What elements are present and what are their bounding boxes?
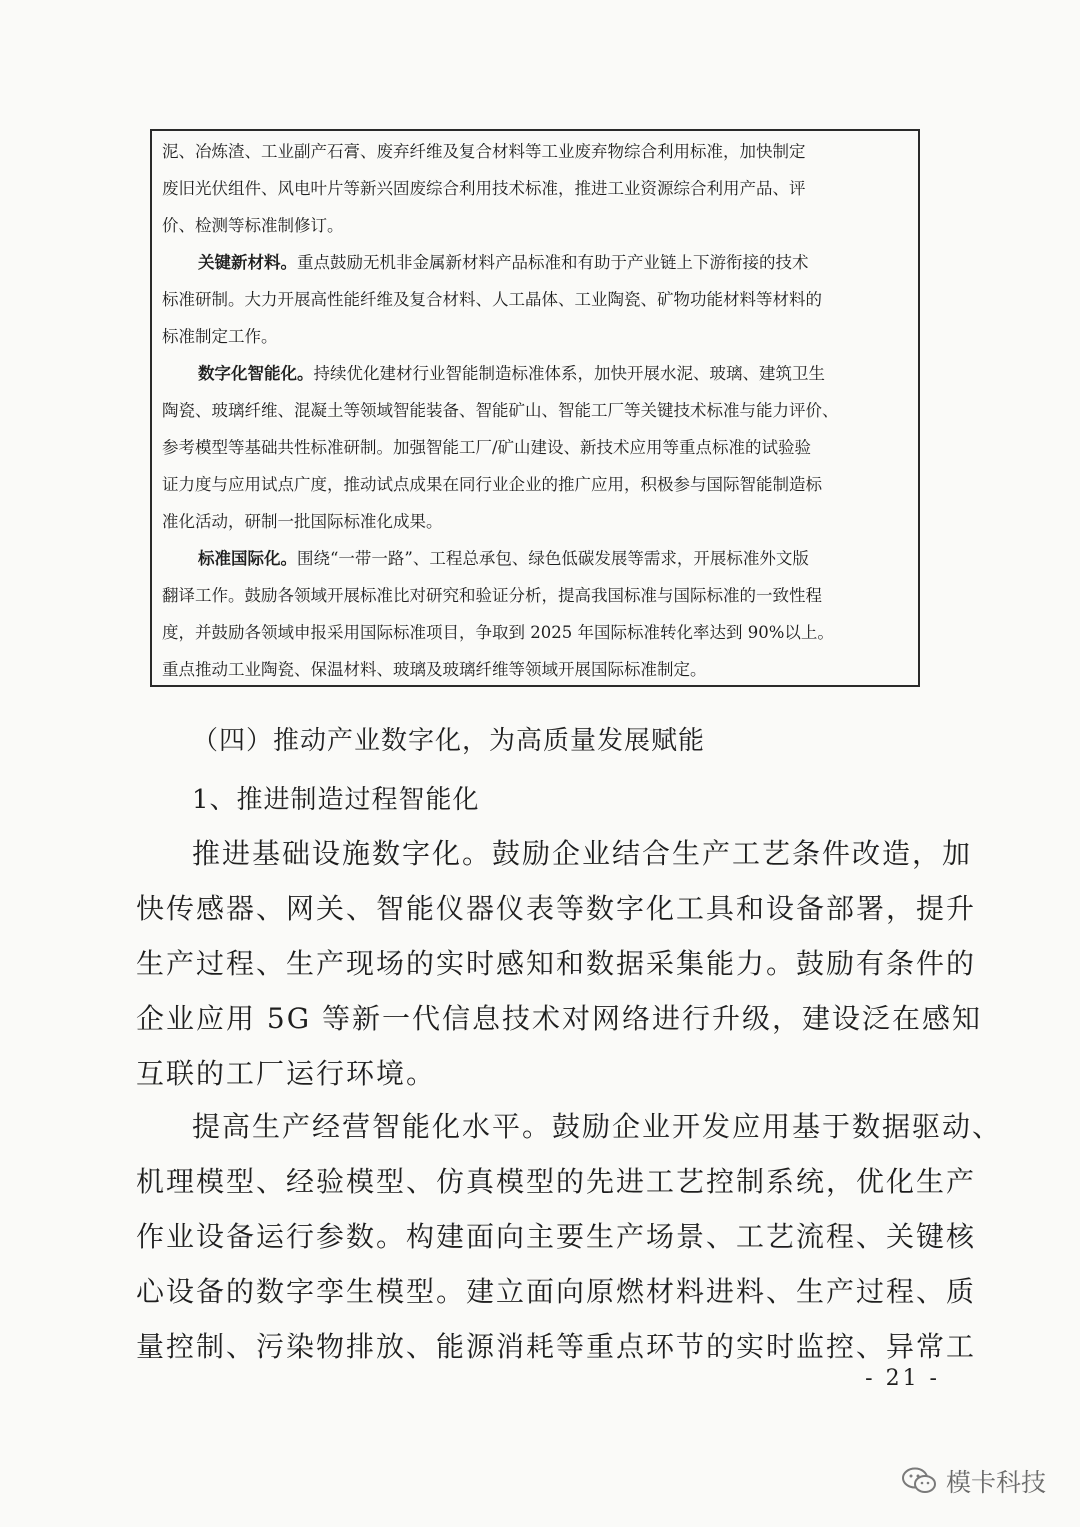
text-line: 机理模型、经验模型、仿真模型的先进工艺控制系统，优化生产 <box>136 1165 977 1198</box>
watermark <box>902 1463 1046 1499</box>
text-line: 提高生产经营智能化水平。鼓励企业开发应用基于数据驱动、 <box>192 1110 1003 1143</box>
text-line: 快传感器、网关、智能仪器仪表等数字化工具和设备部署，提升 <box>136 892 977 925</box>
text-line: 心设备的数字孪生模型。建立面向原燃材料进料、生产过程、质 <box>136 1275 977 1308</box>
wechat-icon <box>902 1467 936 1495</box>
text-line: 泥、冶炼渣、工业副产石膏、废弃纤维及复合材料等工业废弃物综合利用标准，加快制定 <box>162 142 806 161</box>
text-line <box>162 355 908 392</box>
watermark-text: 模卡科技 <box>945 1468 1046 1497</box>
page-number: - 21 - <box>865 1366 940 1391</box>
text-line: 陶瓷、玻璃纤维、混凝土等领域智能装备、智能矿山、智能工厂等关键技术标准与能力评价、 <box>162 401 839 420</box>
text-line: 推进基础设施数字化。鼓励企业结合生产工艺条件改造，加 <box>192 837 973 870</box>
paragraph-title: 标准国际化。 <box>198 549 297 568</box>
text-line: 量控制、污染物排放、能源消耗等重点环节的实时监控、异常工 <box>136 1330 977 1363</box>
text-line: 作业设备运行参数。构建面向主要生产场景、工艺流程、关键核 <box>136 1220 977 1253</box>
text-line: 标准制定工作。 <box>162 327 278 346</box>
text-line: 参考模型等基础共性标准研制。加强智能工厂/矿山建设、新技术应用等重点标准的试验验 <box>162 438 812 457</box>
text-line: 重点推动工业陶瓷、保温材料、玻璃及玻璃纤维等领域开展国际标准制定。 <box>162 660 707 679</box>
text-run: 围绕“一带一路”、工程总承包、绿色低碳发展等需求，开展标准外文版 <box>297 549 809 568</box>
text-run: 重点鼓励无机非金属新材料产品标准和有助于产业链上下游衔接的技术 <box>297 253 809 272</box>
text-line <box>162 540 908 577</box>
text-line: 互联的工厂运行环境。 <box>136 1057 437 1090</box>
section-heading: （四）推动产业数字化，为高质量发展赋能 <box>192 726 706 756</box>
subsection-heading: 1、推进制造过程智能化 <box>192 785 480 815</box>
box-paragraph-4 <box>162 540 908 688</box>
paragraph-title: 数字化智能化。 <box>198 364 314 383</box>
text-line: 标准研制。大力开展高性能纤维及复合材料、人工晶体、工业陶瓷、矿物功能材料等材料的 <box>162 290 822 309</box>
text-line: 企业应用 5G 等新一代信息技术对网络进行升级，建设泛在感知 <box>136 1002 982 1035</box>
boxed-section <box>150 129 920 687</box>
text-line <box>162 244 908 281</box>
text-line: 价、检测等标准制修订。 <box>162 216 344 235</box>
box-paragraph-2 <box>162 244 908 355</box>
body-paragraph-2 <box>136 1099 1003 1374</box>
text-line: 度，并鼓励各领域申报采用国际标准项目，争取到 2025 年国际标准转化率达到 90%以上。 <box>162 623 834 642</box>
text-run: 持续优化建材行业智能制造标准体系，加快开展水泥、玻璃、建筑卫生 <box>313 364 825 383</box>
text-line: 证力度与应用试点广度，推动试点成果在同行业企业的推广应用，积极参与国际智能制造标 <box>162 475 822 494</box>
text-line: 生产过程、生产现场的实时感知和数据采集能力。鼓励有条件的 <box>136 947 977 980</box>
paragraph-title: 关键新材料。 <box>198 253 297 272</box>
box-paragraph-1 <box>162 133 908 244</box>
text-line: 准化活动，研制一批国际标准化成果。 <box>162 512 443 531</box>
text-line: 翻译工作。鼓励各领域开展标准比对研究和验证分析，提高我国标准与国际标准的一致性程 <box>162 586 822 605</box>
text-line: 废旧光伏组件、风电叶片等新兴固废综合利用技术标准，推进工业资源综合利用产品、评 <box>162 179 806 198</box>
body-paragraph-1 <box>136 826 982 1101</box>
box-paragraph-3 <box>162 355 908 540</box>
